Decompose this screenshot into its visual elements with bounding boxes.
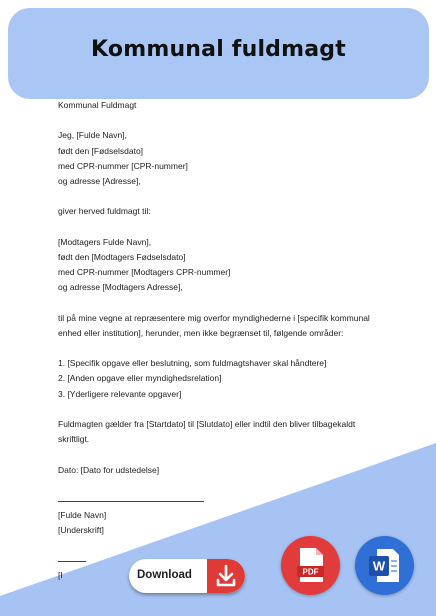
document-body bbox=[58, 98, 388, 584]
pdf-download-button[interactable] bbox=[281, 536, 340, 595]
grant-statement: giver herved fuldmagt til: bbox=[58, 206, 151, 217]
download-button[interactable] bbox=[129, 559, 245, 593]
date-line: Dato: [Dato for udstedelse] bbox=[58, 464, 160, 475]
recipient-cpr: med CPR-nummer [Modtagers CPR-nummer] bbox=[58, 267, 231, 278]
task-item-1: 1. [Specifik opgave eller beslutning, som fuldmagtshaver skal håndtere] bbox=[58, 358, 327, 369]
download-icon bbox=[207, 559, 245, 593]
validity-text-1: Fuldmagten gælder fra [Startdato] til [Slutdato] eller indtil den bliver tilbagekaldt bbox=[58, 418, 356, 429]
word-label: W bbox=[372, 558, 386, 574]
grantor-address: og adresse [Adresse], bbox=[58, 175, 141, 186]
validity-text-2: skriftligt. bbox=[58, 434, 90, 445]
grantor-cpr: med CPR-nummer [CPR-nummer] bbox=[58, 160, 188, 171]
signer-name: [Fulde Navn] bbox=[58, 509, 107, 520]
task-item-2: 2. [Anden opgave eller myndighedsrelation] bbox=[58, 373, 222, 384]
scope-text-2: enhed eller institution], herunder, men ikke begrænset til, følgende områder: bbox=[58, 327, 344, 338]
grantor-birthdate: født den [Fødselsdato] bbox=[58, 145, 144, 156]
word-download-button[interactable] bbox=[355, 536, 414, 595]
word-file-icon bbox=[355, 536, 414, 595]
task-item-3: 3. [Yderligere relevante opgaver] bbox=[58, 388, 182, 399]
document-heading: Kommunal Fuldmagt bbox=[58, 100, 137, 110]
second-signature-line bbox=[58, 553, 86, 562]
recipient-name: [Modtagers Fulde Navn], bbox=[58, 236, 152, 247]
download-label: Download bbox=[137, 569, 192, 581]
signer-signature: [Underskrift] bbox=[58, 525, 104, 536]
recipient-birthdate: født den [Modtagers Fødselsdato] bbox=[58, 251, 186, 262]
recipient-address: og adresse [Modtagers Adresse], bbox=[58, 282, 183, 293]
scope-text-1: til på mine vegne at repræsentere mig overfor myndighederne i [specifik kommunal bbox=[58, 312, 370, 323]
page-title: Kommunal fuldmagt bbox=[91, 37, 346, 62]
second-signer-name: [I bbox=[58, 570, 63, 581]
grantor-name: Jeg, [Fulde Navn], bbox=[58, 130, 127, 141]
pdf-file-icon bbox=[281, 536, 340, 595]
pdf-label: PDF bbox=[302, 567, 319, 577]
signature-line bbox=[58, 493, 204, 502]
